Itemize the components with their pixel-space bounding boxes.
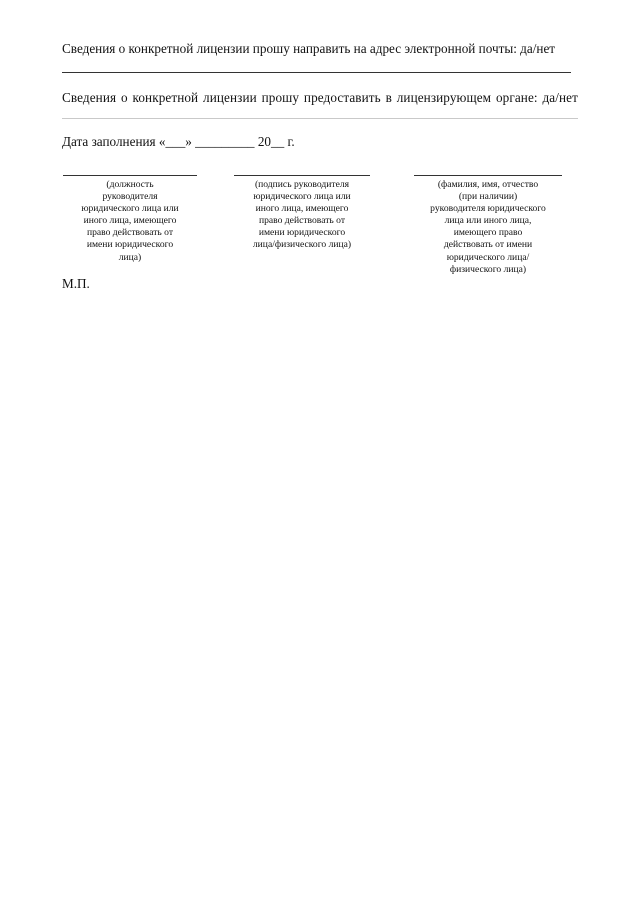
caption-line: лица): [118, 251, 142, 263]
signature-column-position: [60, 175, 200, 264]
caption-line: юридического лица или: [81, 203, 179, 215]
caption-line: физического лица): [449, 263, 527, 275]
caption-line: юридического лица или: [253, 191, 351, 203]
caption-line: (должность: [106, 179, 154, 190]
caption-line: иного лица, имеющего: [83, 215, 177, 227]
stamp-label: М.П.: [62, 276, 90, 291]
signature-caption: [231, 179, 373, 252]
caption-line: лица/физического лица): [252, 239, 352, 251]
office-request-text: Сведения о конкретной лицензии прошу предоставить в лицензирующем органе: да/нет: [62, 90, 578, 105]
signature-line: [234, 175, 370, 176]
caption-line: право действовать от: [86, 227, 174, 239]
caption-line: юридического лица/: [446, 251, 530, 263]
caption-line: имеющего право: [453, 227, 523, 239]
fill-date-text: Дата заполнения «___» _________ 20__ г.: [62, 134, 295, 149]
caption-line: (подпись руководителя: [254, 179, 350, 190]
signature-caption: [60, 179, 200, 264]
caption-line: (при наличии): [458, 191, 518, 203]
caption-line: руководителя юридического: [430, 203, 546, 215]
caption-line: иного лица, имеющего: [255, 203, 349, 215]
signature-caption: [410, 179, 566, 276]
fill-in-line-office: [62, 118, 578, 119]
caption-line: (фамилия, имя, отчество: [437, 179, 539, 190]
caption-line: руководителя: [102, 191, 158, 203]
caption-line: право действовать от: [258, 215, 346, 227]
email-request-text: Сведения о конкретной лицензии прошу направить на адрес электронной почты: да/нет: [62, 41, 556, 56]
caption-line: лица или иного лица,: [444, 215, 532, 227]
caption-line: имени юридического: [258, 227, 346, 239]
caption-line: имени юридического: [86, 239, 174, 251]
signature-line: [414, 175, 562, 176]
signature-line: [63, 175, 197, 176]
fill-in-line-email: [62, 72, 571, 73]
signature-column-full-name: [410, 175, 566, 276]
caption-line: действовать от имени: [443, 239, 533, 251]
signature-column-signature: [231, 175, 373, 252]
